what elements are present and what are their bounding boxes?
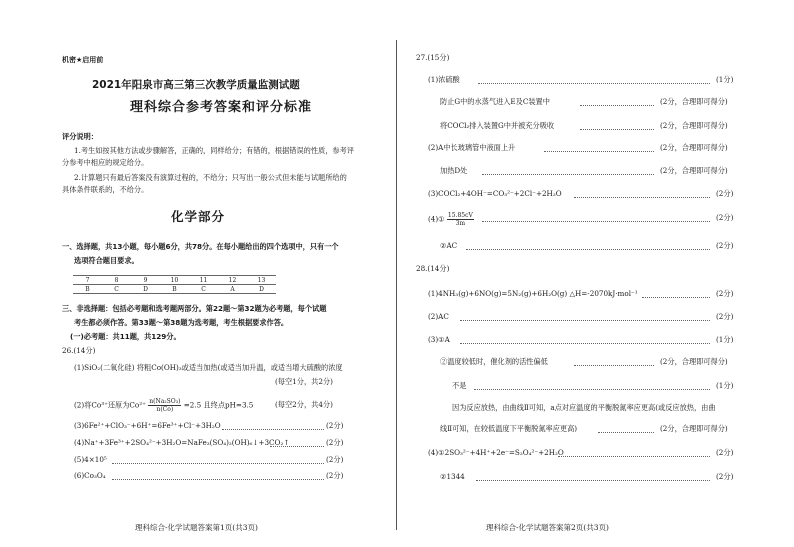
choice-answer-row <box>73 285 276 294</box>
q28-heading: 28.(14分) <box>416 264 450 273</box>
dot-leader <box>270 446 324 447</box>
left-page <box>0 0 396 547</box>
q28-answer-3e: 线Ⅱ可知，在较低温度下平衡脱氮率应更高) <box>440 424 578 433</box>
q27-score-1: (1分) <box>716 75 734 84</box>
page-divider <box>396 40 397 530</box>
q28-score-3e: (2分，合理即可得分) <box>660 424 728 433</box>
choice-answer: B <box>73 285 102 294</box>
q27-answer-1b: 防止G中的水蒸气进入E及C装置中 <box>440 97 550 106</box>
q26-score-4: (2分) <box>326 438 344 447</box>
fraction-denominator: 3m <box>455 220 466 227</box>
q27-answer-3: (3)COCl₂+4OH⁻=CO₃²⁻+2Cl⁻+2H₂O <box>428 189 562 198</box>
secret-label: 机密★启用前 <box>62 56 104 64</box>
q26-score-5: (2分) <box>326 455 344 464</box>
q26-answer-5: (5)4×10⁵ <box>74 455 107 464</box>
q3-subheading: (一)必考题：共11题，共129分。 <box>70 332 181 341</box>
scoring-note-1a: 1.考生如按其他方法或步骤解答，正确的，同样给分；有错的，根据错误的性质，参考评 <box>74 146 354 155</box>
choice-number-row <box>73 276 276 285</box>
dot-leader <box>482 174 654 175</box>
scoring-note-1b: 分参考中相应的规定给分。 <box>62 158 149 167</box>
q28-answer-4b: ②1344 <box>440 472 465 481</box>
dot-leader <box>574 365 654 366</box>
q26-answer-2-ph: =2.5 且终点pH=3.5 <box>183 400 254 410</box>
q28-answer-4: (4)①2SO₃²⁻+4H⁺+2e⁻=S₂O₄²⁻+2H₂O <box>428 448 564 457</box>
q27-score-3: (2分) <box>716 189 734 198</box>
q28-score-1: (2分) <box>716 289 734 298</box>
dot-leader <box>478 83 710 84</box>
choice-number: 8 <box>102 276 131 285</box>
q27-score-4b: (2分) <box>716 241 734 250</box>
q26-answer-6: (6)Co₃O₄ <box>74 471 106 480</box>
q26-score-6: (2分) <box>326 471 344 480</box>
q27-score-1b: (2分，合理即可得分) <box>660 97 728 106</box>
choice-answer: D <box>131 285 160 294</box>
choice-number: 13 <box>247 276 276 285</box>
q27-answer-2: (2)A中长玻璃管中液面上升 <box>428 143 516 152</box>
q26-answer-3: (3)6Fe²⁺+ClO₃⁻+6H⁺=6Fe³⁺+Cl⁻+3H₂O <box>74 421 221 430</box>
q27-answer-4 <box>428 212 474 227</box>
q1-heading-cont: 选项符合题目要求。 <box>74 256 139 265</box>
q26-score-3: (2分) <box>326 421 344 430</box>
q27-score-2: (2分，合理即可得分) <box>660 143 728 152</box>
dot-leader <box>482 221 710 222</box>
scoring-note-2b: 具体条件联系的，不给分。 <box>62 185 149 194</box>
dot-leader <box>598 432 654 433</box>
choice-answer: C <box>102 285 131 294</box>
choice-answer: A <box>218 285 247 294</box>
dot-leader <box>642 297 710 298</box>
q27-score-2b: (2分，合理即可得分) <box>660 166 728 175</box>
dot-leader <box>460 320 710 321</box>
choice-answer-table <box>73 275 276 294</box>
dot-leader <box>460 343 710 344</box>
choice-number: 11 <box>189 276 218 285</box>
q26-answer-2-text: (2)将Co³⁺还原为Co²⁺ <box>74 400 146 410</box>
dot-leader <box>222 429 324 430</box>
dot-leader <box>580 129 654 130</box>
q26-answer-2 <box>74 398 253 413</box>
scoring-heading: 评分说明： <box>62 132 98 141</box>
q28-answer-3c: 不是 <box>452 381 467 390</box>
q28-answer-2: (2)AC <box>428 312 449 321</box>
fraction-denominator: n(Co) <box>156 406 174 413</box>
q27-answer-1c: 将COCl₂排入装置G中并被充分吸收 <box>440 121 555 130</box>
q27-heading: 27.(15分) <box>416 53 450 62</box>
q28-score-3: (1分) <box>716 335 734 344</box>
mole-ratio-fraction <box>148 398 181 413</box>
section-title: 化学部分 <box>171 209 226 224</box>
q26-answer-4: (4)Na⁺+3Fe³⁺+2SO₄²⁻+3H₂O=NaFe₃(SO₄)₂(OH)₆↓+3CO₂↑ <box>74 438 290 447</box>
dot-leader <box>558 456 710 457</box>
q27-answer-4b: ②AC <box>440 241 458 250</box>
dot-leader <box>544 151 654 152</box>
page-footer: 理科综合-化学试题答案第2页(共3页) <box>486 523 609 532</box>
dot-leader <box>580 105 654 106</box>
choice-number: 10 <box>160 276 189 285</box>
q26-answer-1: (1)SiO₂(二氧化硅) 将粗Co(OH)₃或适当加热(或适当加升温，或适当增大硫酸的浓度 <box>74 363 343 372</box>
choice-number: 9 <box>131 276 160 285</box>
fraction-numerator: 15.85cV <box>447 212 473 219</box>
q28-answer-1: (1)4NH₃(g)+6NO(g)=5N₂(g)+6H₂O(g) △H=-2070kJ·mol⁻¹ <box>428 289 638 298</box>
q28-score-2: (2分) <box>716 312 734 321</box>
choice-answer: B <box>160 285 189 294</box>
q1-heading: 一、选择题，共13小题，每小题6分，共78分。在每小题给出的四个选项中，只有一个 <box>62 242 339 251</box>
q28-score-4: (2分) <box>716 448 734 457</box>
q27-score-1c: (2分，合理即可得分) <box>660 121 728 130</box>
dot-leader <box>474 389 710 390</box>
q26-heading: 26.(14分) <box>62 346 96 355</box>
q26-score-1: (每空1分，共2分) <box>275 377 333 386</box>
scoring-note-2a: 2.计算题只有最后答案没有演算过程的，不给分；只写出一般公式但未能与试题所给的 <box>74 173 347 182</box>
q3-heading: 三、非选择题：包括必考题和选考题两部分。第22题～第32题为必考题，每个试题 <box>62 304 327 313</box>
q28-score-3c: (1分) <box>716 381 734 390</box>
answer-title: 理科综合参考答案和评分标准 <box>130 100 313 115</box>
q27-answer-2b: 加热D处 <box>440 166 468 175</box>
choice-number: 7 <box>73 276 102 285</box>
dot-leader <box>466 249 710 250</box>
concentration-fraction <box>447 212 474 227</box>
choice-answer: C <box>189 285 218 294</box>
q3-heading-cont: 考生都必须作答。第33题～第38题为选考题，考生根据要求作答。 <box>74 318 289 327</box>
dot-leader <box>112 463 324 464</box>
choice-number: 12 <box>218 276 247 285</box>
q27-answer-4-label: (4)① <box>428 214 445 224</box>
right-page <box>398 0 794 547</box>
q28-score-3b: (2分，合理即可得分) <box>660 357 728 366</box>
dot-leader <box>112 479 324 480</box>
q28-answer-3d: 因为反应放热，由曲线Ⅱ可知，a点对应温度的平衡脱氮率应更高(或反应放热，由曲 <box>452 403 716 412</box>
page-footer: 理科综合-化学试题答案第1页(共3页) <box>135 523 258 532</box>
choice-answer: D <box>247 285 276 294</box>
q26-score-2: (每空2分，共4分) <box>275 400 333 409</box>
exam-title: 2021年阳泉市高三第三次教学质量监测试题 <box>92 79 300 91</box>
q28-score-4b: (2分) <box>716 472 734 481</box>
q28-answer-3: (3)①A <box>428 335 450 344</box>
dot-leader <box>574 197 710 198</box>
q27-answer-1: (1)浓硫酸 <box>428 75 460 84</box>
q28-answer-3b: ②温度较低时，催化剂的活性偏低 <box>440 357 548 366</box>
fraction-numerator: n(Na₂SO₃) <box>149 398 181 405</box>
dot-leader <box>476 480 710 481</box>
q27-score-4: (2分) <box>716 213 734 222</box>
